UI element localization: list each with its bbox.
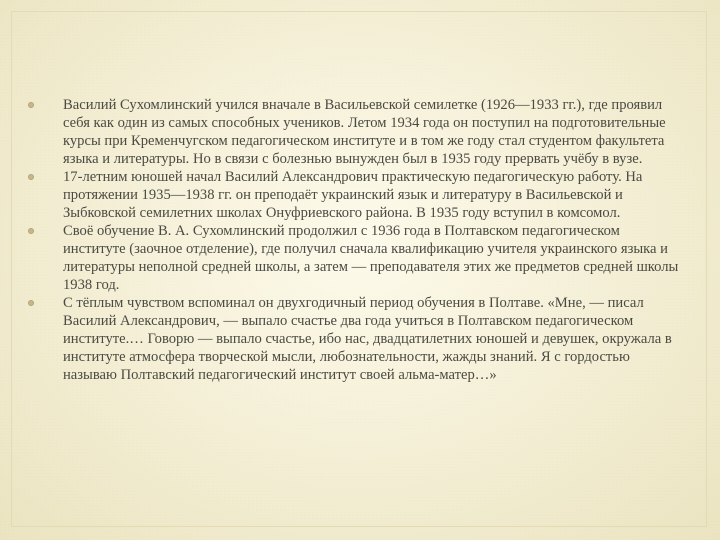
bullet-text-1: Василий Сухомлинский учился вначале в Васильевской семилетке (1926—1933 гг.), где проявил себя как один из самых способных учеников. Летом 1934 года он поступил на подготовительные курсы при Кременчугском педагогическом институте и в том же году стал студентом факультета языка и литературы. Но в связи с болезнью вынужден был в 1935 году прервать учёбу в вузе. — [63, 97, 666, 167]
bullet-dot-icon — [28, 300, 34, 306]
bullet-list — [22, 96, 682, 384]
bullet-text-3: Своё обучение В. А. Сухомлинский продолжил с 1936 года в Полтавском педагогическом институте (заочное отделение), где получил сначала квалификацию учителя украинского языка и литературы неполной средней школы, а затем — преподавателя этих же предметов средней школы 1938 год. — [63, 223, 679, 293]
bullet-item-3 — [22, 222, 682, 294]
bullet-dot-icon — [28, 102, 34, 108]
bullet-item-1 — [22, 96, 682, 168]
bullet-dot-icon — [28, 228, 34, 234]
slide-content — [22, 96, 682, 384]
bullet-dot-icon — [28, 174, 34, 180]
bullet-item-4 — [22, 294, 682, 384]
bullet-text-2: 17-летним юношей начал Василий Александрович практическую педагогическую работу. На протяжении 1935—1938 гг. он преподаёт украинский язык и литературу в Васильевской и Зыбковской семилетних школах Онуфриевского района. В 1935 году вступил в комсомол. — [63, 169, 643, 221]
bullet-item-2 — [22, 168, 682, 222]
bullet-text-4: С тёплым чувством вспоминал он двухгодичный период обучения в Полтаве. «Мне, — писал Василий Александрович, — выпало счастье два года учиться в Полтавском педагогическом институте.… Говорю — выпало счастье, ибо нас, двадцатилетних юношей и девушек, окружала в институте атмосфера творческой мысли, любознательности, жажды знаний. Я с гордостью называю Полтавский педагогический институт своей альма-матер…» — [63, 295, 672, 383]
